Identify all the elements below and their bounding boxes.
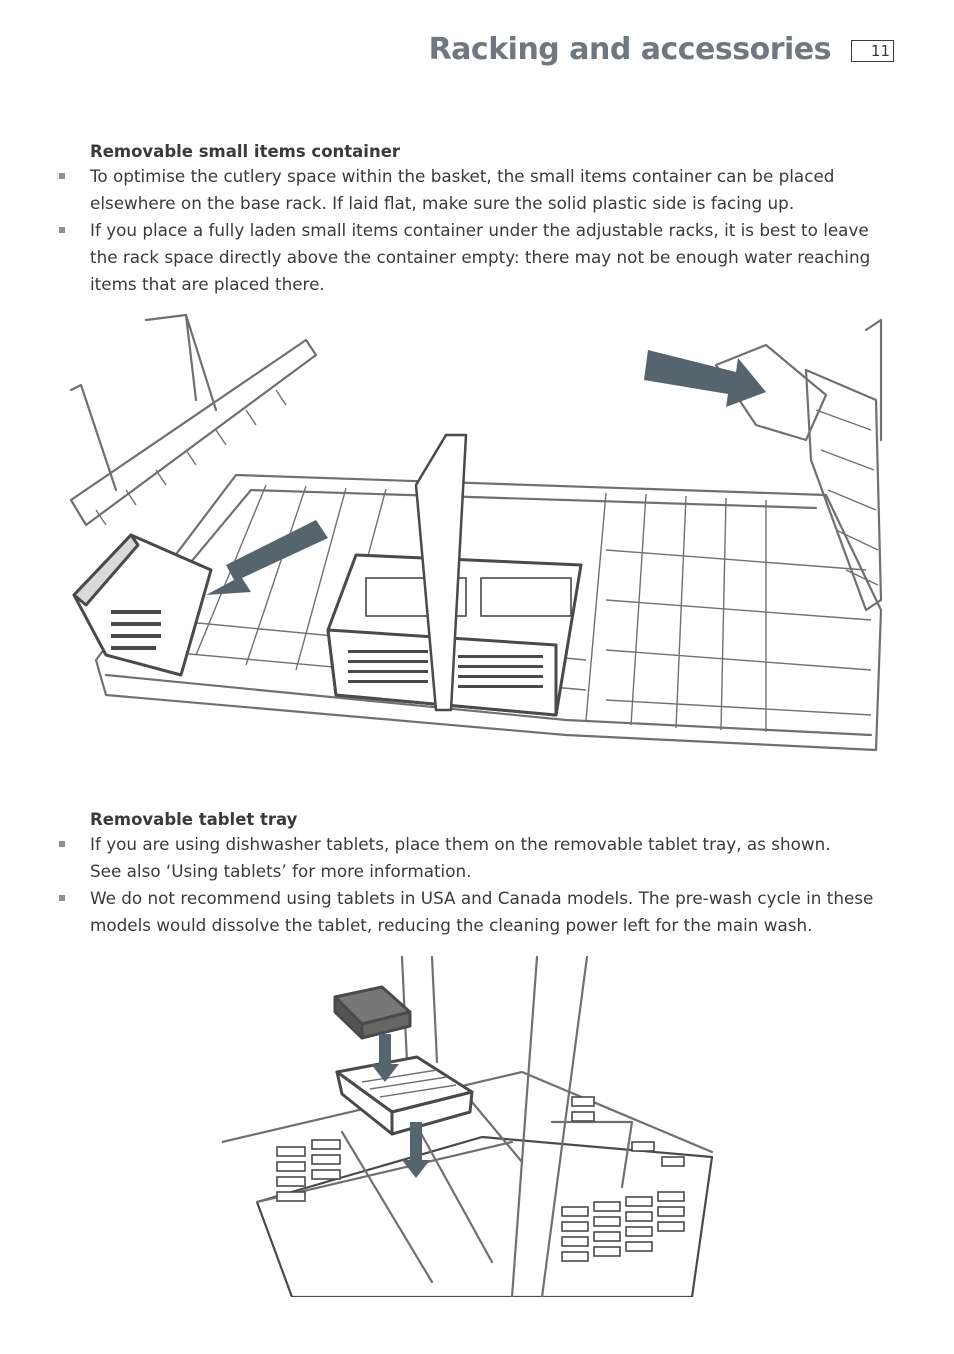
section-heading-tablet-tray: Removable tablet tray: [90, 810, 298, 829]
tablet-tray: [337, 1057, 472, 1134]
cutlery-basket: [328, 435, 581, 715]
left-fold-rack: [71, 315, 316, 525]
bullet-item: We do not recommend using tablets in USA and Canada models. The pre-wash cycle in these models would dissolve the tablet, reducing the cleaning power left for the main wash.: [90, 885, 890, 939]
section-heading-small-items: Removable small items container: [90, 142, 401, 161]
tablet-tray-illustration: [222, 952, 722, 1297]
tablet-tray-bullet-list: [90, 831, 890, 939]
bullet-item: If you place a fully laden small items container under the adjustable racks, it is best to leave the rack space directly above the container empty: there may not be enough water reaching items that are placed there.: [90, 217, 890, 298]
bullet-continuation: See also ‘Using tablets’ for more information.: [90, 861, 472, 881]
bullet-item: To optimise the cutlery space within the basket, the small items container can be placed elsewhere on the base rack. If laid flat, make sure the solid plastic side is facing up.: [90, 163, 890, 217]
bullet-item: If you are using dishwasher tablets, place them on the removable tablet tray, as shown.: [90, 831, 890, 858]
page-title: Racking and accessories: [428, 32, 831, 67]
rack-illustration: [66, 310, 884, 760]
dishwasher-tablet: [335, 987, 410, 1038]
small-items-bullet-list: [90, 163, 890, 298]
arrow-left-icon: [206, 520, 328, 595]
arrow-right-icon: [644, 350, 766, 407]
page-number: 11: [851, 40, 894, 62]
